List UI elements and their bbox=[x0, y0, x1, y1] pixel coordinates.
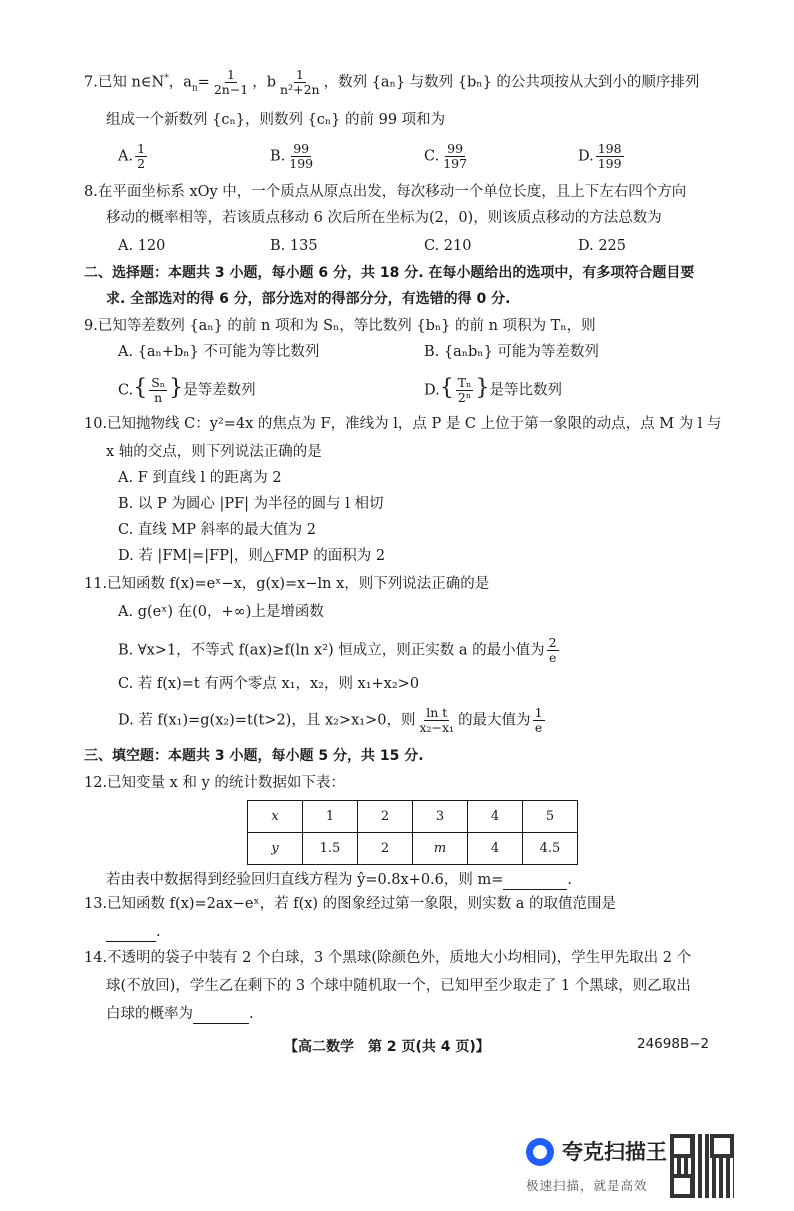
q7-frac-b-den: n²+2n bbox=[280, 82, 320, 97]
page-footer-label: 【高二数学 第 2 页(共 4 页)】 bbox=[284, 1039, 490, 1055]
q11-option-d-den: x₂−x₁ bbox=[419, 720, 455, 735]
q11-option-b-den: e bbox=[548, 650, 557, 665]
q11-option-b bbox=[118, 636, 561, 665]
q7-eq: = bbox=[197, 74, 210, 91]
q11-option-d-den2: e bbox=[534, 720, 543, 735]
q7-option-b-label: B. bbox=[270, 148, 286, 165]
q9-option-d-label: D. bbox=[424, 382, 440, 399]
q8-option-b: B. 135 bbox=[270, 238, 318, 254]
q11-option-b-num: 2 bbox=[548, 635, 557, 650]
q10-line2: x 轴的交点，则下列说法正确的是 bbox=[106, 444, 322, 460]
q11-option-a: A. g(eˣ) 在(0，+∞)上是增函数 bbox=[118, 604, 324, 620]
q8-option-c: C. 210 bbox=[424, 238, 472, 254]
q9-option-d: D.{ $\frac{\text{Tₙ}}{\text{2ⁿ}}$ }是等比数列 bbox=[424, 375, 562, 405]
q7-frac-b bbox=[278, 68, 322, 97]
section3-heading: 三、填空题：本题共 3 小题，每小题 5 分，共 15 分. bbox=[84, 748, 424, 764]
q11-option-d bbox=[118, 706, 547, 735]
table-cell: 3 bbox=[413, 801, 468, 833]
table-cell: 1 bbox=[303, 801, 358, 833]
q13-line2 bbox=[106, 922, 161, 942]
scanner-watermark bbox=[520, 1130, 790, 1205]
q7-sub-n: n bbox=[191, 83, 198, 94]
q7-line1 bbox=[84, 68, 699, 98]
q11-option-d-num2: 1 bbox=[534, 705, 543, 720]
q9-option-c-label: C. bbox=[118, 382, 134, 399]
q9-option-d-den: 2ⁿ bbox=[457, 390, 472, 405]
q7-option-b-den: 199 bbox=[289, 156, 314, 171]
table-row bbox=[248, 833, 578, 865]
q7-frac-a-den: 2n−1 bbox=[213, 82, 249, 97]
q9-line1: 9.已知等差数列 {aₙ} 的前 n 项和为 Sₙ，等比数列 {bₙ} 的前 n 项积为 Tₙ，则 bbox=[84, 318, 596, 334]
q9-option-a: A. {aₙ+bₙ} 不可能为等比数列 bbox=[118, 344, 320, 360]
table-cell: 1.5 bbox=[303, 833, 358, 865]
q8-option-d: D. 225 bbox=[578, 238, 627, 254]
q9-option-d-num: Tₙ bbox=[457, 375, 472, 390]
q7-option-d-label: D. bbox=[578, 148, 594, 165]
q7-option-a-den: 2 bbox=[137, 156, 146, 171]
q11-option-d-num: ln t bbox=[426, 705, 448, 720]
q7-option-a bbox=[118, 142, 149, 171]
q13-answer-blank[interactable] bbox=[106, 927, 156, 942]
q10-option-a: A. F 到直线 l 的距离为 2 bbox=[118, 470, 282, 486]
table-cell: x bbox=[248, 801, 303, 833]
q7-option-b bbox=[270, 142, 317, 171]
q7-option-a-num: 1 bbox=[137, 141, 146, 156]
table-cell: y bbox=[248, 833, 303, 865]
q7-line2: 组成一个新数列 {cₙ}，则数列 {cₙ} 的前 99 项和为 bbox=[106, 112, 446, 128]
q7-option-d bbox=[578, 142, 626, 171]
q9-option-c-num: Sₙ bbox=[151, 375, 166, 390]
q8-line1: 8.在平面坐标系 xOy 中，一个质点从原点出发，每次移动一个单位长度，且上下左右四个方向 bbox=[84, 184, 687, 200]
q7-option-b-num: 99 bbox=[293, 141, 310, 156]
q7-text-b: ，a bbox=[168, 74, 192, 91]
table-cell: 5 bbox=[523, 801, 578, 833]
q12-data-table bbox=[247, 800, 578, 865]
q11-option-c: C. 若 f(x)=t 有两个零点 x₁，x₂，则 x₁+x₂>0 bbox=[118, 676, 420, 692]
q7-text-a: 7.已知 n∈N bbox=[84, 74, 165, 91]
section2-heading-line2: 求. 全部选对的得 6 分，部分选对的得部分分，有选错的得 0 分. bbox=[106, 291, 511, 307]
q7-sup: * bbox=[164, 73, 169, 84]
q9-option-c: C.{ $\frac{\text{Sₙ}}{n}$ }是等差数列 bbox=[118, 375, 256, 405]
q9-option-c-text: 是等差数列 bbox=[183, 382, 256, 399]
q9-option-c-den: n bbox=[154, 390, 163, 405]
q7-option-d-num: 198 bbox=[597, 141, 622, 156]
q11-option-d-tail: 的最大值为 bbox=[458, 712, 531, 729]
q14-line3-text: 白球的概率为 bbox=[106, 1006, 193, 1022]
q7-frac-b-num: 1 bbox=[295, 67, 304, 82]
table-cell: 2 bbox=[358, 801, 413, 833]
q14-line3 bbox=[106, 1004, 254, 1024]
q8-option-a: A. 120 bbox=[118, 238, 166, 254]
watermark-subtitle: 极速扫描，就是高效 bbox=[526, 1178, 648, 1193]
q13-end: . bbox=[156, 924, 161, 940]
quark-logo-icon bbox=[526, 1138, 554, 1166]
q7-option-c-label: C. bbox=[424, 148, 440, 165]
q7-option-c-num: 99 bbox=[447, 141, 464, 156]
q11-line1: 11.已知函数 f(x)=eˣ−x，g(x)=x−ln x，则下列说法正确的是 bbox=[84, 576, 490, 592]
table-cell: 4.5 bbox=[523, 833, 578, 865]
page-footer-code: 24698B−2 bbox=[637, 1036, 710, 1052]
q11-option-b-text: B. ∀x>1，不等式 f(ax)≥f(ln x²) 恒成立，则正实数 a 的最小值为 bbox=[118, 642, 545, 659]
q13-line1: 13.已知函数 f(x)=2ax−eˣ，若 f(x) 的图象经过第一象限，则实数 a 的取值范围是 bbox=[84, 896, 617, 912]
q10-option-d: D. 若 |FM|=|FP|，则△FMP 的面积为 2 bbox=[118, 548, 386, 564]
qr-code-icon bbox=[670, 1134, 734, 1198]
q10-line1: 10.已知抛物线 C：y²=4x 的焦点为 F，准线为 l，点 P 是 C 上位于第一象限的动点，点 M 为 l 与 bbox=[84, 416, 722, 432]
q12-line2 bbox=[106, 870, 572, 890]
q14-answer-blank[interactable] bbox=[193, 1009, 249, 1024]
q7-frac-a bbox=[212, 68, 250, 97]
table-cell: 4 bbox=[468, 801, 523, 833]
q12-line2-text: 若由表中数据得到经验回归直线方程为 ŷ=0.8x+0.6，则 m= bbox=[106, 872, 504, 888]
watermark-title: 夸克扫描王 bbox=[562, 1140, 667, 1164]
q14-end: . bbox=[249, 1006, 254, 1022]
q7-text-d: ，数列 {aₙ} 与数列 {bₙ} 的公共项按从大到小的顺序排列 bbox=[323, 74, 700, 91]
q7-text-c: ，b bbox=[252, 74, 277, 91]
q7-option-a-label: A. bbox=[118, 148, 134, 165]
q14-line2: 球(不放回)，学生乙在剩下的 3 个球中随机取一个，已知甲至少取走了 1 个黑球，则乙取出 bbox=[106, 978, 691, 994]
q7-option-d-den: 199 bbox=[597, 156, 622, 171]
q7-option-c-den: 197 bbox=[443, 156, 468, 171]
table-cell: 4 bbox=[468, 833, 523, 865]
section2-heading-line1: 二、选择题：本题共 3 小题，每小题 6 分，共 18 分. 在每小题给出的选项中，有多项符合题目要 bbox=[84, 265, 695, 281]
q12-line1: 12.已知变量 x 和 y 的统计数据如下表： bbox=[84, 775, 345, 791]
q10-option-c: C. 直线 MP 斜率的最大值为 2 bbox=[118, 522, 316, 538]
q14-line1: 14.不透明的袋子中装有 2 个白球，3 个黑球(除颜色外，质地大小均相同)，学生甲先取出 2 个 bbox=[84, 950, 692, 966]
q7-frac-a-num: 1 bbox=[227, 67, 235, 82]
table-cell: 2 bbox=[358, 833, 413, 865]
q12-answer-blank[interactable] bbox=[503, 875, 567, 890]
q7-option-c bbox=[424, 142, 471, 171]
q11-option-d-text: D. 若 f(x₁)=g(x₂)=t(t>2)，且 x₂>x₁>0，则 bbox=[118, 712, 416, 729]
q12-end: . bbox=[567, 872, 573, 888]
q9-option-b: B. {aₙbₙ} 可能为等差数列 bbox=[424, 344, 599, 360]
q10-option-b: B. 以 P 为圆心 |PF| 为半径的圆与 l 相切 bbox=[118, 496, 384, 512]
q9-option-d-text: 是等比数列 bbox=[489, 382, 562, 399]
q8-line2: 移动的概率相等，若该质点移动 6 次后所在坐标为(2，0)，则该质点移动的方法总数为 bbox=[106, 210, 662, 226]
table-row bbox=[248, 801, 578, 833]
table-cell: m bbox=[413, 833, 468, 865]
